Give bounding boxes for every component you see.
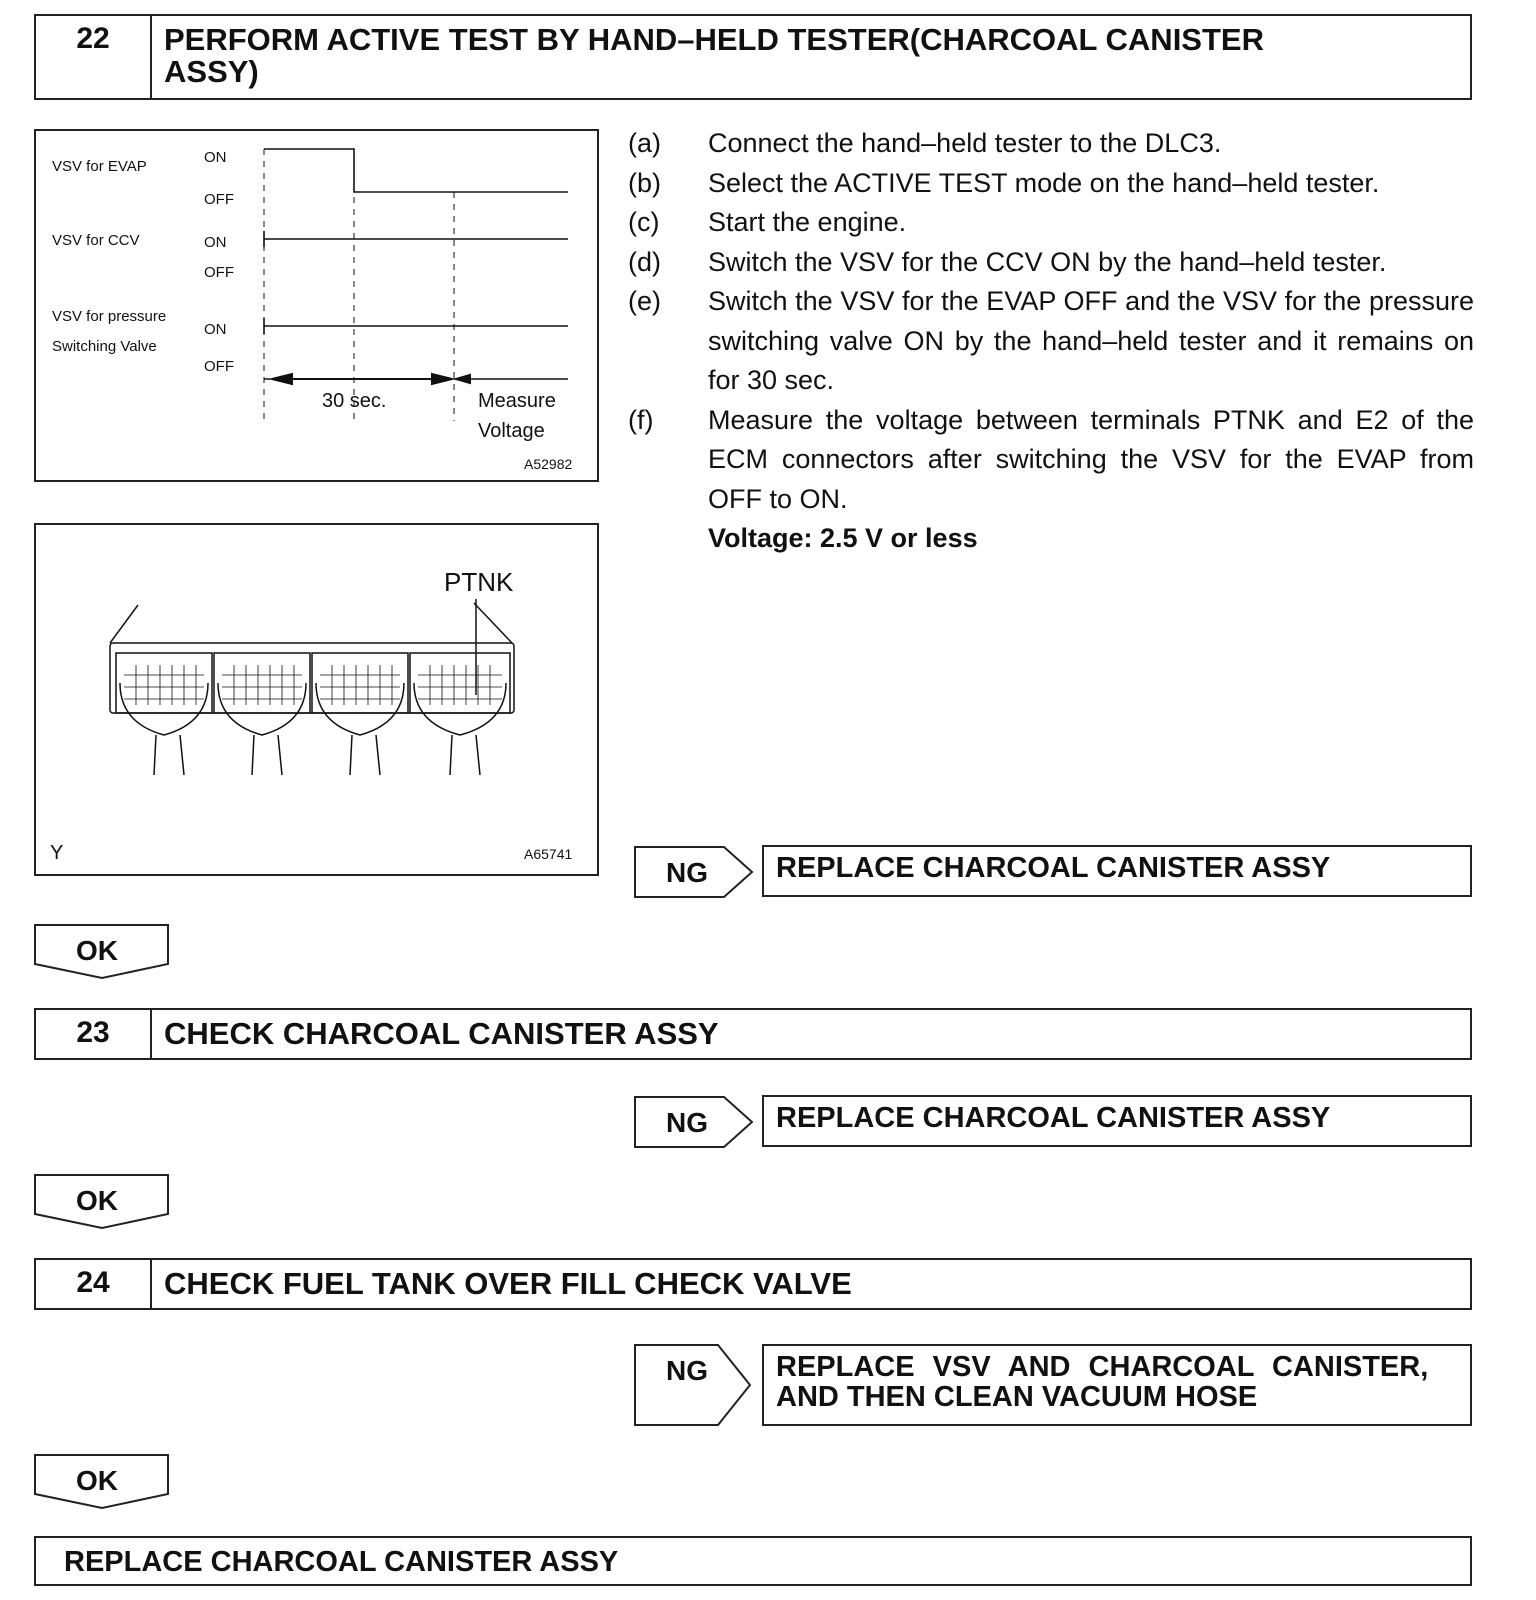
ng-result: REPLACE CHARCOAL CANISTER ASSY <box>762 1095 1472 1147</box>
ng-arrow <box>634 1344 764 1431</box>
evap-signal-line <box>264 149 568 192</box>
ng-arrow <box>634 1096 764 1153</box>
on-label: ON <box>204 234 227 251</box>
connector-block <box>116 653 212 775</box>
ok-arrow <box>34 924 174 985</box>
step-22-header <box>34 14 1472 100</box>
instruction-list <box>628 124 1474 559</box>
on-label: ON <box>204 149 227 166</box>
ng-result <box>762 1344 1472 1426</box>
measure-label-2: Voltage <box>478 420 545 442</box>
instruction-item: (c) Start the engine. <box>628 207 907 237</box>
instruction-item: (a) Connect the hand–held tester to the DLC3. <box>628 128 1222 158</box>
ng-result-line-2: AND THEN CLEAN VACUUM HOSE <box>776 1381 1258 1413</box>
figure-id: A52982 <box>524 456 573 472</box>
step-23-header <box>34 1008 1472 1060</box>
connector-svg <box>36 525 597 874</box>
step-24-header <box>34 1258 1472 1310</box>
step-number: 24 <box>36 1260 152 1308</box>
vsv-pressure-label-2: Switching Valve <box>52 338 157 355</box>
off-label: OFF <box>204 191 234 208</box>
ok-arrow <box>34 1454 174 1515</box>
ng-arrow <box>634 846 764 903</box>
step-number: 22 <box>36 16 152 98</box>
ng-result: REPLACE CHARCOAL CANISTER ASSY <box>762 845 1472 897</box>
terminal-label: PTNK <box>444 567 514 597</box>
ng-label: NG <box>666 1107 708 1138</box>
connector-block <box>312 653 408 775</box>
duration-label: 30 sec. <box>322 390 387 412</box>
arrow-right-icon <box>432 374 452 384</box>
timing-chart-svg <box>36 131 597 480</box>
ng-label: NG <box>666 857 708 888</box>
arrow-left-icon <box>272 374 292 384</box>
step-title: PERFORM ACTIVE TEST BY HAND–HELD TESTER(CHARCOAL CANISTER ASSY) <box>164 22 1264 89</box>
connector-block <box>410 653 510 775</box>
on-label: ON <box>204 321 227 338</box>
connector-letter: Y <box>50 842 64 864</box>
off-label: OFF <box>204 358 234 375</box>
figure-id: A65741 <box>524 846 573 862</box>
ok-label: OK <box>76 935 118 966</box>
off-label: OFF <box>204 264 234 281</box>
step-number: 23 <box>36 1010 152 1058</box>
measure-label-1: Measure <box>478 390 556 412</box>
connector-diagram <box>34 523 599 876</box>
vsv-pressure-label-1: VSV for pressure <box>52 308 167 325</box>
terminal-grid <box>124 665 502 705</box>
step-title: CHECK CHARCOAL CANISTER ASSY <box>164 1016 719 1051</box>
instruction-item: (e) Switch the VSV for the EVAP OFF and the VSV for the pressure switching valve ON by the hand–held tester and it remains on for 30 sec. <box>628 286 1474 395</box>
vsv-evap-label: VSV for EVAP <box>52 158 147 175</box>
step-title: CHECK FUEL TANK OVER FILL CHECK VALVE <box>164 1266 852 1301</box>
ng-result-line-1: REPLACE VSV AND CHARCOAL CANISTER, <box>776 1351 1429 1383</box>
specification: Voltage: 2.5 V or less <box>708 523 978 553</box>
final-action: REPLACE CHARCOAL CANISTER ASSY <box>34 1536 1472 1586</box>
instruction-item: (b) Select the ACTIVE TEST mode on the hand–held tester. <box>628 167 1380 198</box>
ng-label: NG <box>666 1355 708 1386</box>
timing-diagram <box>34 129 599 482</box>
instruction-item: (d) Switch the VSV for the CCV ON by the hand–held tester. <box>628 246 1387 277</box>
ok-arrow <box>34 1174 174 1235</box>
connector-block <box>214 653 310 775</box>
vsv-ccv-label: VSV for CCV <box>52 232 140 249</box>
instruction-item: (f) Measure the voltage between terminals PTNK and E2 of the ECM connectors after switching the VSV for the EVAP from OFF to ON. <box>628 404 1474 514</box>
ok-label: OK <box>76 1185 118 1216</box>
arrow-left-icon <box>456 375 470 383</box>
ok-label: OK <box>76 1465 118 1496</box>
